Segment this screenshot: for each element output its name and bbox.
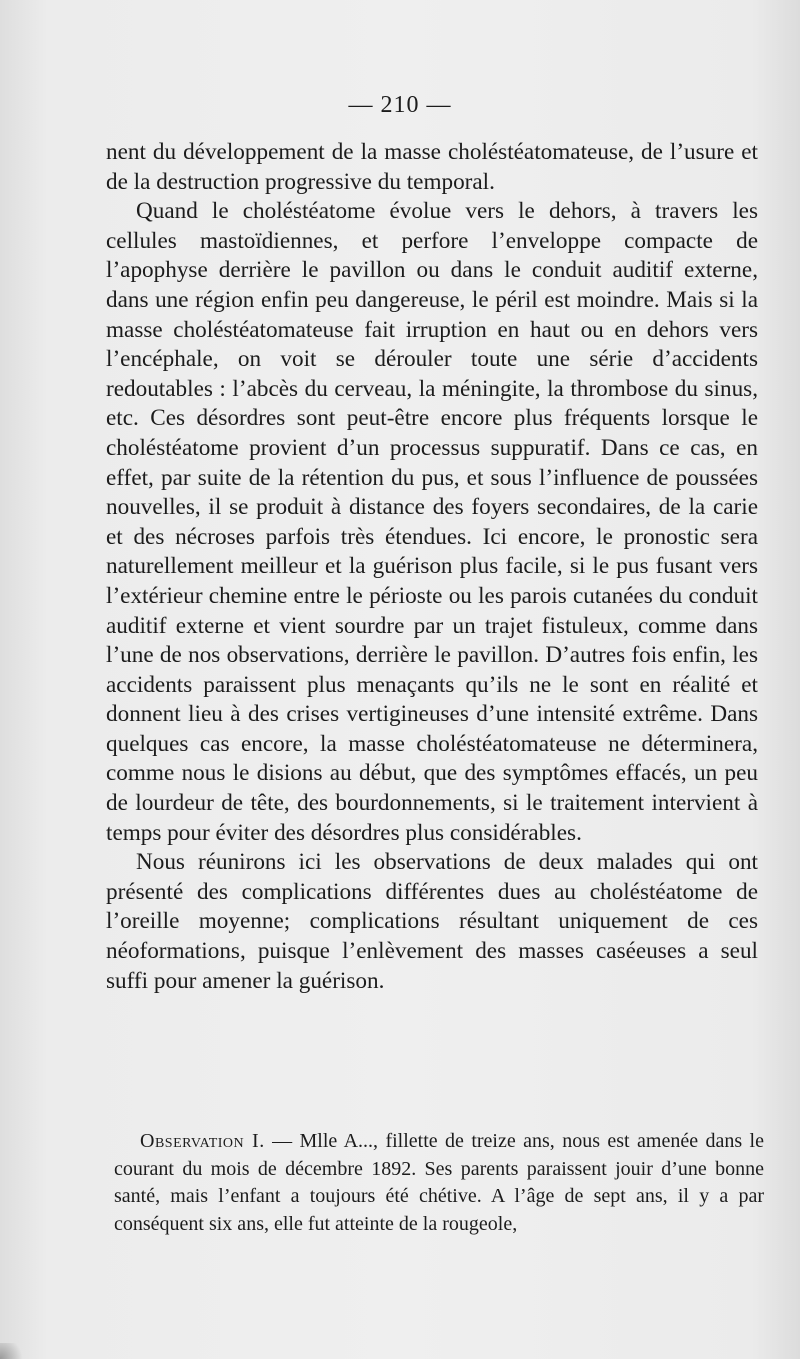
paragraph-cholesteatome-evolution: Quand le choléstéatome évolue vers le dehors, à travers les cellules mastoïdiennes, et perfore l’enveloppe compacte de l’apophyse derrière le pavillon ou dans le conduit auditif externe, dans une région enfin peu dangereuse, le péril est moindre. Mais si la masse choléstéatomateuse fait irruption en haut ou en dehors vers l’encéphale, on voit se dérouler toute une série d’accidents redoutables : l’abcès du cerveau, la méningite, la thrombose du sinus, etc. Ces désordres sont peut-être encore plus fréquents lorsque le choléstéatome provient d’un processus suppuratif. Dans ce cas, en effet, par suite de la rétention du pus, et sous l’influence de poussées nouvelles, il se produit à distance des foyers secondaires, de la carie et des nécroses parfois très étendues. Ici encore, le pronostic sera naturellement meilleur et la guérison plus facile, si le pus fusant vers l’extérieur chemine entre le périoste ou les parois cutanées du conduit auditif externe et vient sourdre par un trajet fistuleux, comme dans l’une de nos observations, derrière le pavillon. D’autres fois enfin, les accidents paraissent plus menaçants qu’ils ne le sont en réalité et donnent lieu à des crises vertigineuses d’une intensité extrême. Dans quelques cas encore, la masse choléstéatomateuse ne déterminera, comme nous le disions au début, que des symptômes effacés, un peu de lourdeur de tête, des bourdonnements, si le traitement intervient à temps pour éviter des désordres plus considérables. [106,198,758,846]
observation-text: — Mlle A..., fillette de treize ans, nous est amenée dans le courant du mois de décembre 1892. Ses parents paraissent jouir d’une bonne santé, mais l’enfant a toujours été chétive. A l’âge de sept ans, il y a par conséquent six ans, elle fut atteinte de la rougeole, [114,1130,764,1235]
observation-paragraph [114,1128,764,1238]
paragraph-observations-intro: Nous réunirons ici les observations de deux malades qui ont présenté des complications différentes dues au choléstéatome de l’oreille moyenne; complications résultant uniquement de ces néoformations, puisque l’enlèvement des masses caséeuses a seul suffi pour amener la guérison. [106,849,758,994]
paragraph-continuation: nent du développement de la masse choléstéatomateuse, de l’usure et de la destruction progressive du temporal. [106,139,758,195]
observation-heading: Observation I. [140,1130,265,1152]
page-number: — 210 — [348,92,452,118]
observation-block [114,1128,764,1238]
scan-corner-shadow [0,1343,28,1359]
main-text [106,138,758,996]
